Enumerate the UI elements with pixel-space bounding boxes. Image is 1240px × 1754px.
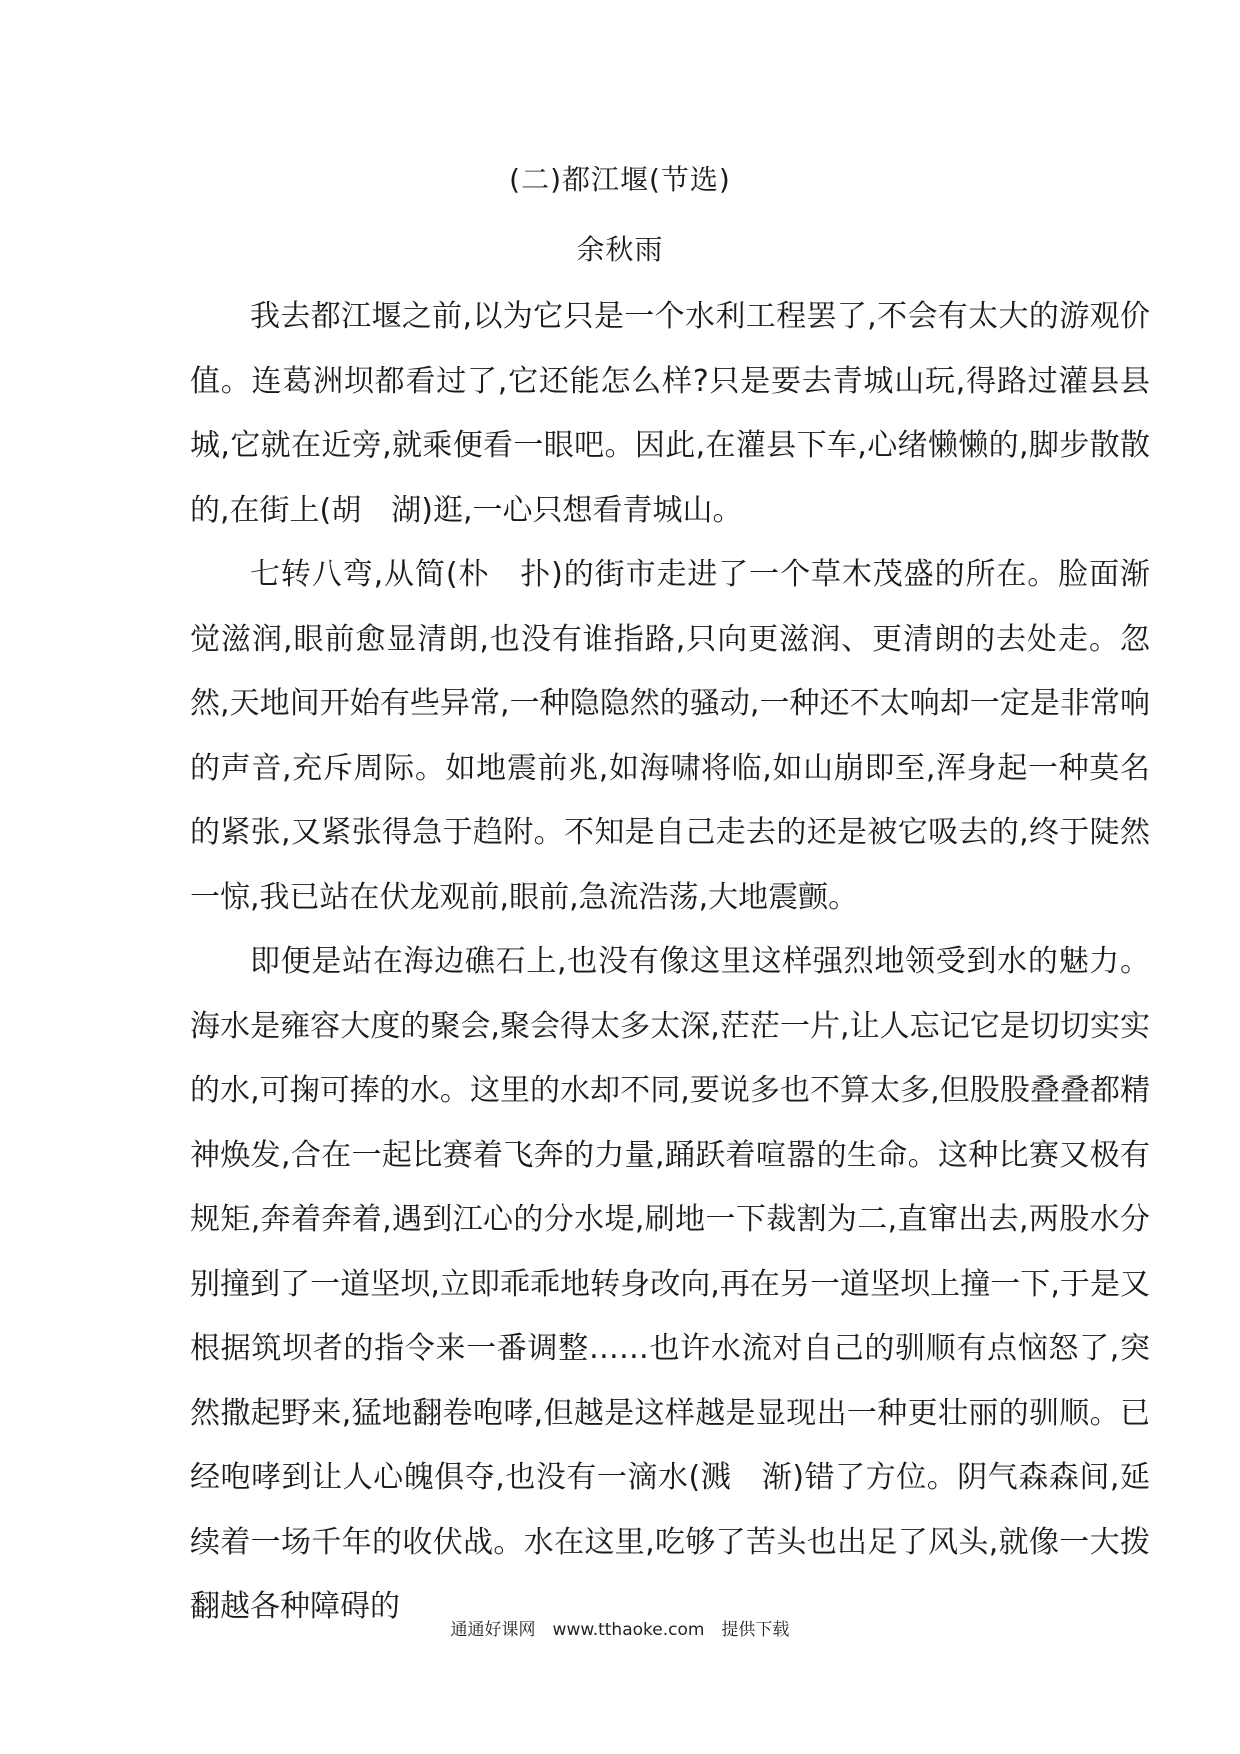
- article-title: (二)都江堰(节选): [509, 163, 731, 196]
- paragraph-3: 即便是站在海边礁石上,也没有像这里这样强烈地领受到水的魅力。海水是雍容大度的聚会,聚会得太多太深,茫茫一片,让人忘记它是切切实实的水,可掬可捧的水。这里的水却不同,要说多也不算太多,但股股叠叠都精神焕发,合在一起比赛着飞奔的力量,踊跃着喧嚣的生命。这种比赛又极有规矩,奔着奔着,遇到江心的分水堤,刷地一下裁割为二,直窜出去,两股水分别撞到了一道坚坝,立即乖乖地转身改向,再在另一道坚坝上撞一下,于是又根据筑坝者的指令来一番调整……也许水流对自己的驯顺有点恼怒了,突然撒起野来,猛地翻卷咆哮,但越是这样越是显现出一种更壮丽的驯顺。已经咆哮到让人心魄俱夺,也没有一滴水(溅 渐)错了方位。阴气森森间,延续着一场千年的收伏战。水在这里,吃够了苦头也出足了风头,就像一大拨翻越各种障碍的: [190, 944, 1150, 1624]
- paragraph-1: 我去都江堰之前,以为它只是一个水利工程罢了,不会有太大的游观价值。连葛洲坝都看过了,它还能怎么样?只是要去青城山玩,得路过灌县县城,它就在近旁,就乘便看一眼吧。因此,在灌县下车,心绪懒懒的,脚步散散的,在街上(胡 湖)逛,一心只想看青城山。: [190, 299, 1150, 528]
- page-footer: 通通好课网 www.tthaoke.com 提供下载: [450, 1620, 790, 1640]
- paragraph-2: 七转八弯,从简(朴 扑)的街市走进了一个草木茂盛的所在。脸面渐觉滋润,眼前愈显清朗,也没有谁指路,只向更滋润、更清朗的去处走。忽然,天地间开始有些异常,一种隐隐然的骚动,一种还不太响却一定是非常响的声音,充斥周际。如地震前兆,如海啸将临,如山崩即至,浑身起一种莫名的紧张,又紧张得急于趋附。不知是自己走去的还是被它吸去的,终于陡然一惊,我已站在伏龙观前,眼前,急流浩荡,大地震颤。: [190, 557, 1150, 915]
- article-author: 余秋雨: [576, 233, 664, 266]
- article-body: [190, 285, 1150, 1640]
